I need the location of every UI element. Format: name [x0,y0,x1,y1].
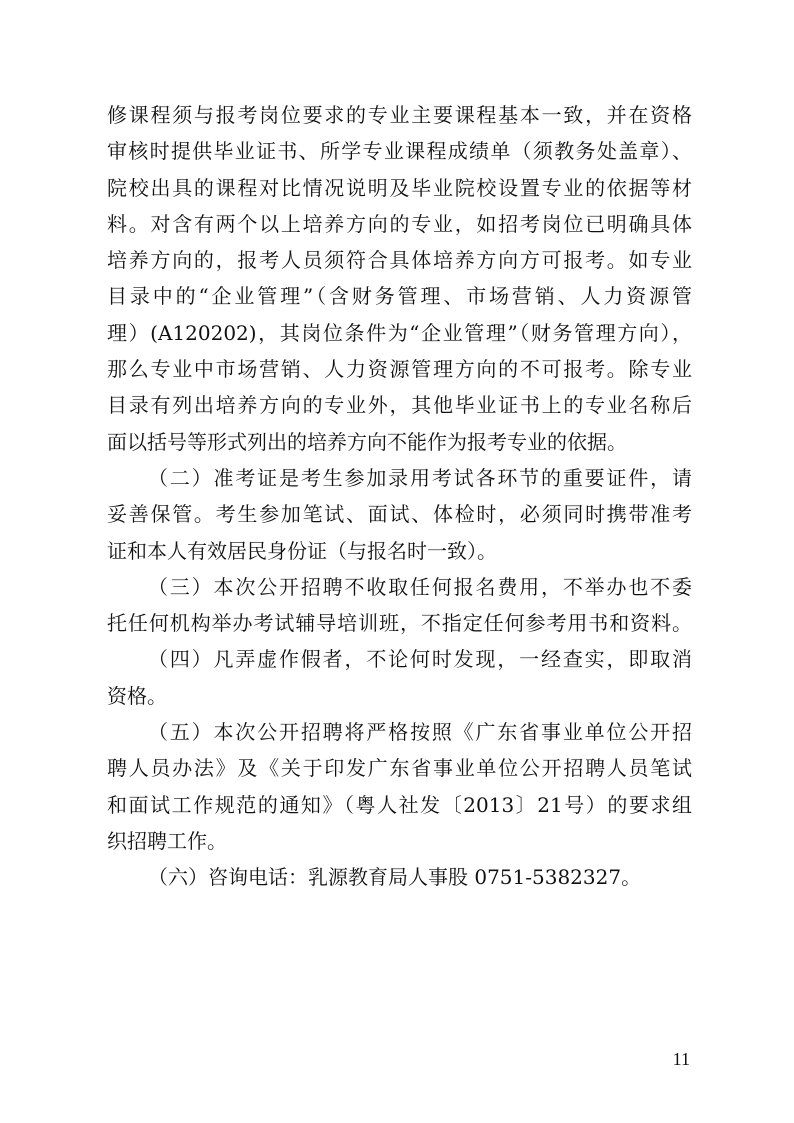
page-number: 11 [672,1049,690,1069]
text-line: 托任何机构举办考试辅导培训班，不指定任何参考用书和资料。 [107,611,692,636]
text-line: （二）准考证是考生参加录用考试各环节的重要证件，请 [148,465,692,490]
text-line: 修课程须与报考岗位要求的专业主要课程基本一致，并在资格 [107,103,692,127]
text-line: 理）(A120202)，其岗位条件为“企业管理”（财务管理方向）， [107,320,692,345]
text-line: 资格。 [107,683,167,708]
paragraph-fraud [107,641,692,714]
paragraph-admission-ticket [107,460,692,569]
text-line: 那么专业中市场营销、人力资源管理方向的不可报考。除专业 [107,357,692,382]
text-line: 培养方向的，报考人员须符合具体培养方向方可报考。如专业 [107,248,692,273]
text-line: 聘人员办法》及《关于印发广东省事业单位公开招聘人员笔试 [107,756,692,781]
paragraph-major-requirements [107,97,692,460]
text-line: 目录有列出培养方向的专业外，其他毕业证书上的专业名称后 [107,393,692,418]
text-line: 面以括号等形式列出的培养方向不能作为报考专业的依据。 [107,429,627,454]
document-body [107,97,692,896]
text-line: 料。对含有两个以上培养方向的专业，如招考岗位已明确具体 [107,211,692,236]
text-line: （四）凡弄虚作假者，不论何时发现，一经查实，即取消 [148,647,692,672]
text-line: 目录中的“企业管理”（含财务管理、市场营销、人力资源管 [107,284,692,309]
text-line: 院校出具的课程对比情况说明及毕业院校设置专业的依据等材 [107,175,692,200]
text-line: （三）本次公开招聘不收取任何报名费用，不举办也不委 [148,574,692,599]
text-line: （五）本次公开招聘将严格按照《广东省事业单位公开招 [148,720,692,745]
contact-phone-line: （六）咨询电话：乳源教育局人事股 0751-5382327。 [148,865,642,890]
text-line: 证和本人有效居民身份证（与报名时一致）。 [107,538,497,563]
text-line: 审核时提供毕业证书、所学专业课程成绩单（须教务处盖章）、 [107,139,692,164]
text-line: 织招聘工作。 [107,828,227,853]
paragraph-regulations [107,714,692,859]
text-line: 妥善保管。考生参加笔试、面试、体检时，必须同时携带准考 [107,502,692,527]
paragraph-contact [107,859,692,895]
text-line: 和面试工作规范的通知》（粤人社发〔2013〕21号）的要求组 [107,792,692,817]
paragraph-no-fees [107,569,692,642]
